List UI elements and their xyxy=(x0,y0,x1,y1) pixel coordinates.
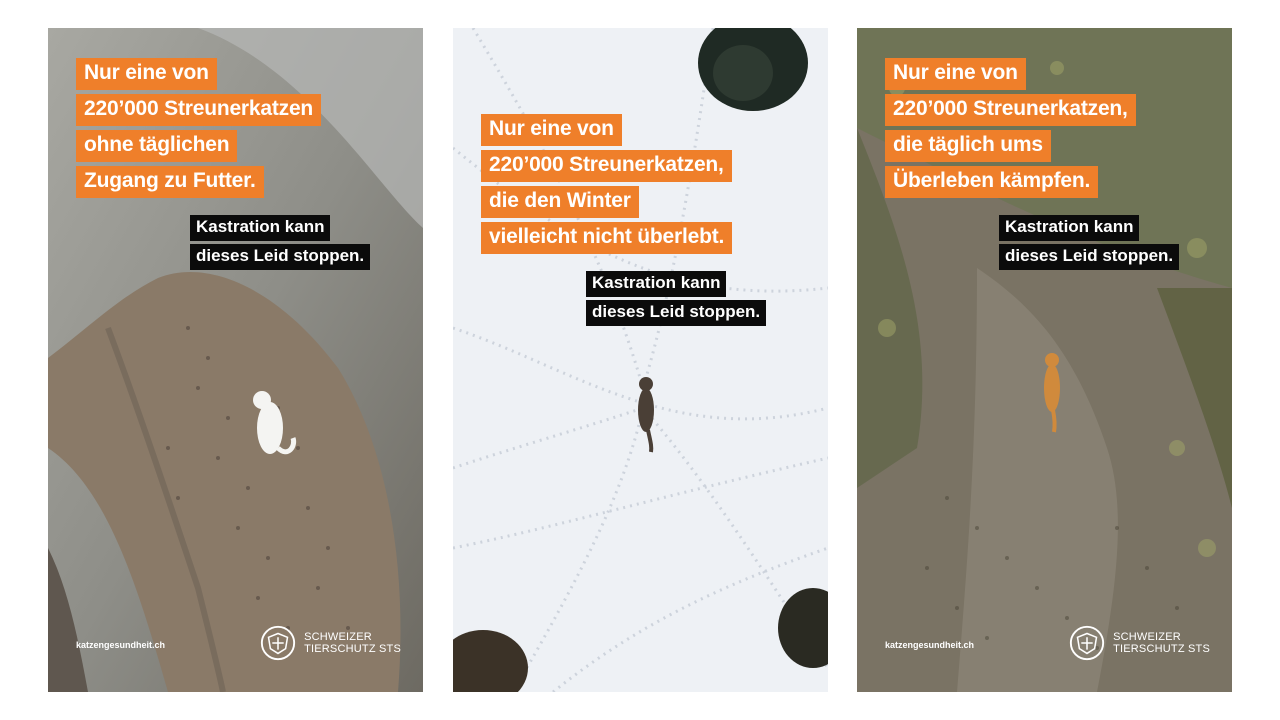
sts-logo-icon xyxy=(259,624,297,662)
headline-block xyxy=(76,58,321,202)
headline-block xyxy=(885,58,1136,202)
brand-name: SCHWEIZER TIERSCHUTZ STS xyxy=(304,631,401,655)
website-url: katzengesundheit.ch xyxy=(76,640,166,650)
headline-line: Überleben kämpfen. xyxy=(885,166,1098,198)
subline-block xyxy=(190,215,370,273)
subline-line: Kastration kann xyxy=(999,215,1139,241)
poster-grass-mud xyxy=(857,28,1232,692)
sts-logo-icon xyxy=(1068,624,1106,662)
headline-line: 220’000 Streunerkatzen xyxy=(76,94,321,126)
headline-line: die den Winter xyxy=(481,186,639,218)
poster-snow xyxy=(453,28,828,692)
subline-line: dieses Leid stoppen. xyxy=(999,244,1179,270)
headline-block xyxy=(481,114,732,258)
headline-line: Nur eine von xyxy=(76,58,217,90)
subline-block xyxy=(999,215,1179,273)
headline-line: Nur eine von xyxy=(885,58,1026,90)
headline-line: 220’000 Streunerkatzen, xyxy=(481,150,732,182)
headline-line: ohne täglichen xyxy=(76,130,237,162)
headline-line: 220’000 Streunerkatzen, xyxy=(885,94,1136,126)
headline-line: die täglich ums xyxy=(885,130,1051,162)
sts-brand xyxy=(1068,624,1210,662)
headline-line: vielleicht nicht überlebt. xyxy=(481,222,732,254)
subline-line: Kastration kann xyxy=(190,215,330,241)
website-url: katzengesundheit.ch xyxy=(885,640,975,650)
subline-block xyxy=(586,271,766,329)
brand-name: SCHWEIZER TIERSCHUTZ STS xyxy=(1113,631,1210,655)
headline-line: Nur eine von xyxy=(481,114,622,146)
headline-line: Zugang zu Futter. xyxy=(76,166,264,198)
sts-brand xyxy=(259,624,401,662)
subline-line: dieses Leid stoppen. xyxy=(190,244,370,270)
subline-line: dieses Leid stoppen. xyxy=(586,300,766,326)
poster-mud-bank xyxy=(48,28,423,692)
subline-line: Kastration kann xyxy=(586,271,726,297)
